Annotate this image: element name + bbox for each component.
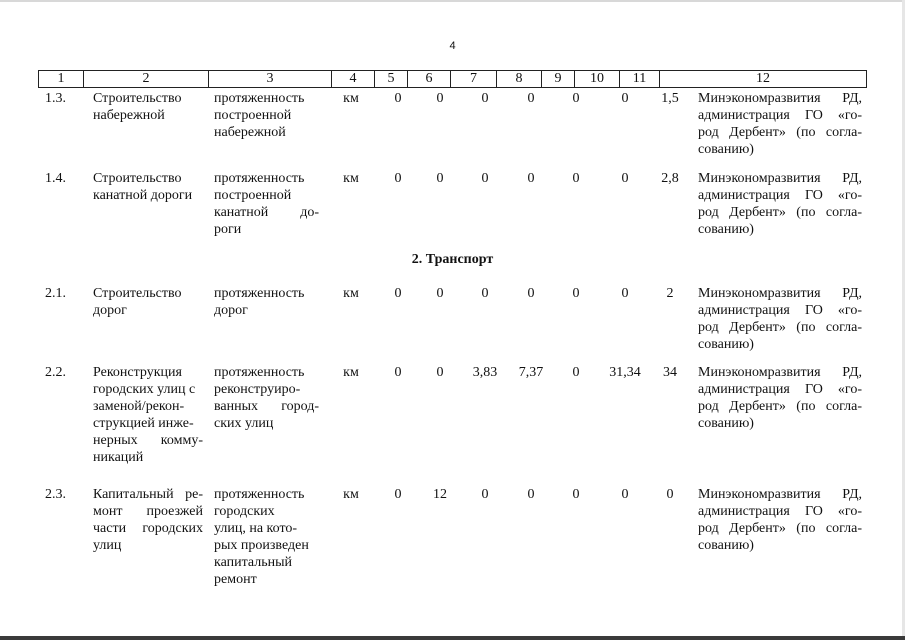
measure-name <box>93 486 203 554</box>
value-col-9: 0 <box>572 487 580 502</box>
indicator-line: построенной <box>214 188 292 203</box>
measure-name <box>93 364 203 466</box>
unit: км <box>343 365 359 380</box>
header-col-11: 11 <box>620 71 660 88</box>
value-col-9: 0 <box>572 91 580 106</box>
header-col-3: 3 <box>209 71 332 88</box>
header-col-12: 12 <box>660 71 867 88</box>
value-col-8: 0 <box>527 286 535 301</box>
measure-name-line: дорог <box>93 303 127 318</box>
value-col-5: 0 <box>394 286 402 301</box>
unit: км <box>343 91 359 106</box>
indicator-line: протяженность <box>214 487 305 502</box>
responsible-line: сованию) <box>698 142 754 157</box>
responsible-line: сованию) <box>698 222 754 237</box>
value-col-6: 0 <box>436 365 444 380</box>
header-col-5: 5 <box>375 71 408 88</box>
responsible-line: Минэкономразвития РД, <box>698 365 862 380</box>
value-col-5: 0 <box>394 171 402 186</box>
measure-name-line: Строительство <box>93 171 182 186</box>
indicator-line: улиц, на кото- <box>214 521 298 536</box>
indicator-line: набережной <box>214 125 286 140</box>
header-col-9: 9 <box>542 71 575 88</box>
row-number: 1.3. <box>45 91 66 106</box>
indicator-line: роги <box>214 222 242 237</box>
responsible <box>698 486 862 554</box>
measure-name <box>93 285 203 319</box>
column-number-header <box>38 70 867 88</box>
indicator-line: реконструиро- <box>214 382 301 397</box>
measure-name <box>93 90 203 124</box>
header-col-8: 8 <box>497 71 542 88</box>
responsible-line: род Дербент» (по согла- <box>698 125 862 140</box>
value-col-5: 0 <box>394 487 402 502</box>
value-col-10: 0 <box>621 91 629 106</box>
responsible-line: род Дербент» (по согла- <box>698 399 862 414</box>
responsible <box>698 364 862 432</box>
value-col-8: 0 <box>527 487 535 502</box>
header-col-6: 6 <box>408 71 451 88</box>
indicator-line: построенной <box>214 108 292 123</box>
measure-name-line: Реконструкция <box>93 365 182 380</box>
indicator-line: ремонт <box>214 572 257 587</box>
measure-name-line: канатной дороги <box>93 188 193 203</box>
header-col-2: 2 <box>84 71 209 88</box>
value-col-11: 0 <box>666 487 674 502</box>
responsible-line: род Дербент» (по согла- <box>698 205 862 220</box>
measure-name-line: нерных комму- <box>93 433 203 448</box>
indicator <box>214 90 319 141</box>
value-col-10: 0 <box>621 487 629 502</box>
measure-name-line: никаций <box>93 450 144 465</box>
value-col-8: 0 <box>527 91 535 106</box>
measure-name-line: Строительство <box>93 286 182 301</box>
indicator-line: канатной до- <box>214 205 319 220</box>
indicator-line: протяженность <box>214 365 305 380</box>
indicator <box>214 170 319 238</box>
value-col-9: 0 <box>572 286 580 301</box>
value-col-6: 12 <box>433 487 447 502</box>
responsible <box>698 285 862 353</box>
value-col-11: 2 <box>666 286 674 301</box>
row-number: 1.4. <box>45 171 66 186</box>
responsible-line: сованию) <box>698 416 754 431</box>
value-col-11: 1,5 <box>661 91 679 106</box>
value-col-8: 7,37 <box>518 365 544 380</box>
value-col-5: 0 <box>394 91 402 106</box>
responsible <box>698 90 862 158</box>
value-col-7: 0 <box>481 487 489 502</box>
measure-name-line: Строительство <box>93 91 182 106</box>
value-col-10: 0 <box>621 171 629 186</box>
measure-name-line: струкцией инже- <box>93 416 194 431</box>
value-col-9: 0 <box>572 171 580 186</box>
responsible-line: род Дербент» (по согла- <box>698 521 862 536</box>
header-col-7: 7 <box>451 71 497 88</box>
measure-name-line: части городских <box>93 521 203 536</box>
responsible-line: администрация ГО «го- <box>698 504 862 519</box>
value-col-8: 0 <box>527 171 535 186</box>
unit: км <box>343 171 359 186</box>
responsible-line: Минэкономразвития РД, <box>698 487 862 502</box>
measure-name-line: набережной <box>93 108 165 123</box>
responsible-line: администрация ГО «го- <box>698 303 862 318</box>
scan-edge-bottom <box>0 636 905 640</box>
value-col-9: 0 <box>572 365 580 380</box>
value-col-6: 0 <box>436 286 444 301</box>
value-col-10: 31,34 <box>609 365 641 380</box>
responsible-line: Минэкономразвития РД, <box>698 286 862 301</box>
indicator-line: капитальный <box>214 555 292 570</box>
measure-name <box>93 170 203 204</box>
indicator <box>214 285 319 319</box>
measure-name-line: улиц <box>93 538 122 553</box>
row-number: 2.2. <box>45 365 66 380</box>
scan-edge-top <box>0 0 905 2</box>
value-col-7: 0 <box>481 91 489 106</box>
measure-name-line: монт проезжей <box>93 504 203 519</box>
measure-name-line: заменой/рекон- <box>93 399 185 414</box>
row-number: 2.3. <box>45 487 66 502</box>
responsible-line: администрация ГО «го- <box>698 188 862 203</box>
value-col-7: 0 <box>481 171 489 186</box>
value-col-10: 0 <box>621 286 629 301</box>
indicator-line: городских <box>214 504 275 519</box>
indicator <box>214 486 319 588</box>
value-col-5: 0 <box>394 365 402 380</box>
unit: км <box>343 487 359 502</box>
indicator-line: рых произведен <box>214 538 309 553</box>
value-col-7: 0 <box>481 286 489 301</box>
responsible-line: сованию) <box>698 538 754 553</box>
indicator <box>214 364 319 432</box>
value-col-11: 34 <box>663 365 677 380</box>
responsible <box>698 170 862 238</box>
value-col-7: 3,83 <box>472 365 498 380</box>
page-number: 4 <box>449 40 456 52</box>
value-col-6: 0 <box>436 91 444 106</box>
indicator-line: ских улиц <box>214 416 274 431</box>
responsible-line: Минэкономразвития РД, <box>698 91 862 106</box>
unit: км <box>343 286 359 301</box>
responsible-line: администрация ГО «го- <box>698 382 862 397</box>
header-col-4: 4 <box>332 71 375 88</box>
responsible-line: администрация ГО «го- <box>698 108 862 123</box>
header-col-1: 1 <box>39 71 84 88</box>
value-col-11: 2,8 <box>661 171 679 186</box>
value-col-6: 0 <box>436 171 444 186</box>
indicator-line: протяженность <box>214 171 305 186</box>
row-number: 2.1. <box>45 286 66 301</box>
measure-name-line: Капитальный ре- <box>93 487 203 502</box>
indicator-line: дорог <box>214 303 248 318</box>
responsible-line: род Дербент» (по согла- <box>698 320 862 335</box>
responsible-line: сованию) <box>698 337 754 352</box>
responsible-line: Минэкономразвития РД, <box>698 171 862 186</box>
section-title: 2. Транспорт <box>411 252 494 267</box>
indicator-line: ванных город- <box>214 399 319 414</box>
indicator-line: протяженность <box>214 286 305 301</box>
header-col-10: 10 <box>575 71 620 88</box>
measure-name-line: городских улиц с <box>93 382 196 397</box>
indicator-line: протяженность <box>214 91 305 106</box>
